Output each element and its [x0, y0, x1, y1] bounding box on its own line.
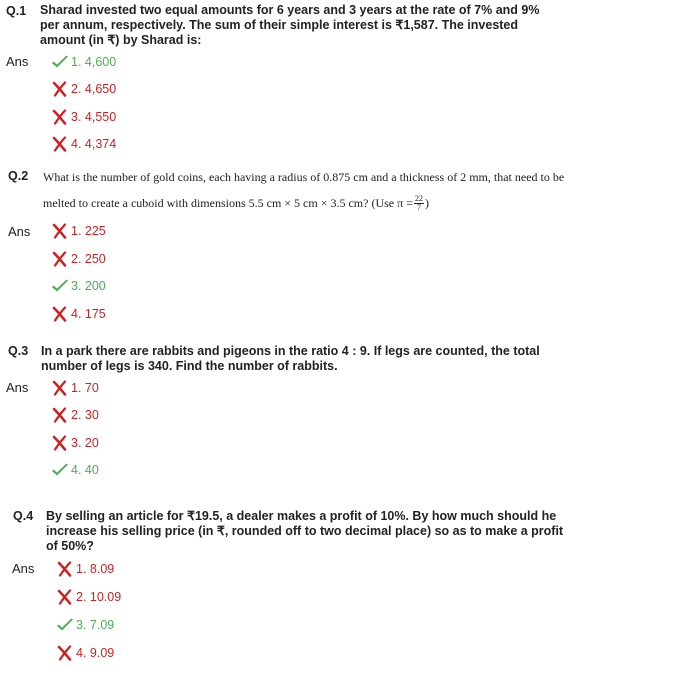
option-label: 3. 200 — [71, 279, 106, 293]
check-icon — [50, 54, 70, 70]
question-text-line: By selling an article for ₹19.5, a dealer makes a profit of 10%. By how much should he — [46, 509, 557, 523]
question-number: Q.3 — [8, 344, 29, 358]
option-label: 4. 175 — [71, 307, 106, 321]
option-label: 2. 250 — [71, 252, 106, 266]
question-number: Q.2 — [8, 169, 29, 183]
option-label: 1. 8.09 — [76, 562, 115, 576]
fraction — [414, 195, 424, 212]
check-icon — [50, 278, 70, 294]
option-label: 1. 225 — [71, 224, 106, 238]
question-number: Q.1 — [6, 4, 27, 18]
closing-parenthesis: ) — [424, 196, 429, 210]
cross-icon — [50, 136, 70, 152]
option-label: 1. 70 — [71, 381, 99, 395]
answer-option[interactable] — [55, 617, 114, 633]
cross-icon — [50, 251, 70, 267]
answer-option[interactable] — [50, 109, 116, 125]
question-text-line: number of legs is 340. Find the number of rabbits. — [41, 359, 338, 373]
answer-option[interactable] — [50, 435, 99, 451]
question-text-line: amount (in ₹) by Sharad is: — [40, 33, 202, 47]
check-icon — [50, 462, 70, 478]
cross-icon — [50, 435, 70, 451]
check-icon — [55, 617, 75, 633]
cross-icon — [50, 306, 70, 322]
fraction-numerator: 22 — [414, 194, 423, 203]
answer-option[interactable] — [55, 645, 114, 661]
answer-option[interactable] — [50, 278, 106, 294]
cross-icon — [55, 561, 75, 577]
answer-label: Ans — [8, 224, 31, 239]
option-label: 2. 30 — [71, 408, 99, 422]
cross-icon — [50, 407, 70, 423]
question-text-line: What is the number of gold coins, each having a radius of 0.875 cm and a thickness of 2 mm, that need to be — [43, 170, 565, 184]
answer-label: Ans — [6, 54, 29, 69]
option-label: 2. 10.09 — [76, 590, 122, 604]
option-label: 3. 20 — [71, 436, 99, 450]
answer-option[interactable] — [50, 251, 106, 267]
answer-label: Ans — [12, 561, 35, 576]
answer-option[interactable] — [50, 306, 106, 322]
question-text-line: melted to create a cuboid with dimensions 5.5 cm × 5 cm × 3.5 cm? (Use π = — [43, 196, 413, 210]
option-label: 4. 40 — [71, 463, 99, 477]
cross-icon — [50, 81, 70, 97]
answer-option[interactable] — [50, 223, 106, 239]
question-number: Q.4 — [13, 509, 34, 523]
option-label: 2. 4,650 — [71, 82, 117, 96]
cross-icon — [50, 380, 70, 396]
option-label: 4. 4,374 — [71, 137, 117, 151]
question-text-line: per annum, respectively. The sum of their simple interest is ₹1,587. The invested — [40, 18, 519, 32]
option-label: 3. 7.09 — [76, 618, 115, 632]
option-label: 1. 4,600 — [71, 55, 117, 69]
answer-option[interactable] — [50, 407, 99, 423]
question-text-line: increase his selling price (in ₹, rounded off to two decimal place) so as to make a profit — [46, 524, 564, 538]
option-label: 4. 9.09 — [76, 646, 115, 660]
answer-option[interactable] — [50, 380, 99, 396]
question-text-line-with-fraction — [43, 195, 429, 212]
answer-label: Ans — [6, 380, 29, 395]
cross-icon — [55, 645, 75, 661]
answer-option[interactable] — [50, 462, 99, 478]
fraction-denominator: 7 — [416, 203, 421, 212]
cross-icon — [50, 109, 70, 125]
cross-icon — [50, 223, 70, 239]
cross-icon — [55, 589, 75, 605]
answer-option[interactable] — [55, 561, 114, 577]
question-text-line: In a park there are rabbits and pigeons in the ratio 4 : 9. If legs are counted, the total — [41, 344, 540, 358]
question-text-line: of 50%? — [46, 539, 94, 553]
answer-option[interactable] — [55, 589, 121, 605]
question-text-line: Sharad invested two equal amounts for 6 years and 3 years at the rate of 7% and 9% — [40, 3, 540, 17]
answer-option[interactable] — [50, 54, 116, 70]
answer-option[interactable] — [50, 81, 116, 97]
option-label: 3. 4,550 — [71, 110, 117, 124]
answer-option[interactable] — [50, 136, 116, 152]
